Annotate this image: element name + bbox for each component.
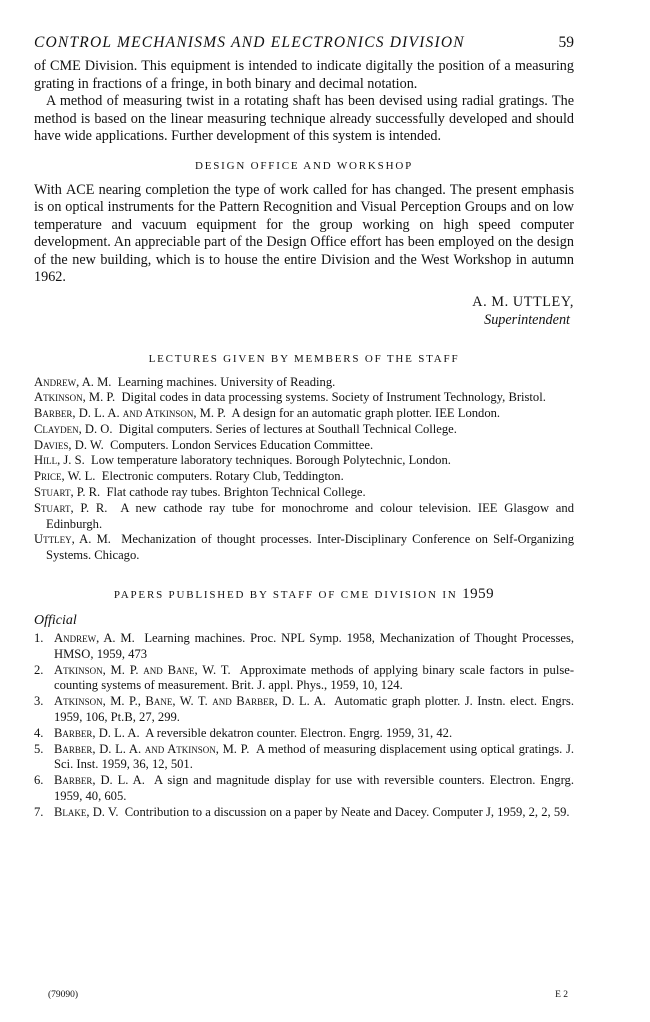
lecture-author: Atkinson, M. P. bbox=[34, 390, 116, 405]
paper-number: 4. bbox=[34, 725, 44, 740]
paper-text: A sign and magnitude display for use with reversible counters. Electron. Engrg. 1959, 40, 605. bbox=[54, 773, 574, 804]
signature-role: Superintendent bbox=[484, 311, 570, 328]
lecture-item bbox=[34, 501, 574, 533]
papers-subheading: Official bbox=[34, 613, 77, 629]
lecture-text: Electronic computers. Rotary Club, Teddington. bbox=[101, 469, 344, 484]
paper-item bbox=[34, 663, 574, 695]
lecture-text: Learning machines. University of Reading. bbox=[117, 374, 336, 389]
papers-heading-year: 1959 bbox=[462, 586, 495, 603]
intro-paragraph-2: A method of measuring twist in a rotating shaft has been devised using radial gratings. The method is based on the linear measuring technique already successfully developed and should have wide applications. Further development of this system is intended. bbox=[34, 93, 574, 144]
paper-text: Contribution to a discussion on a paper by Neate and Dacey. Computer J, 1959, 2, 2, 59. bbox=[124, 804, 570, 819]
design-office-text-rest: nearing completion the type of work called for has changed. The present emphasis is on optical instruments for the Pattern Recognition and Visual Perception Groups and on low temperature and vacuum equipment for the group working on high speed computer development. An appreciable part of the Design Office effort has been employed on the design of the new building, which is to house the entire Division and the West Workshop in autumn 1962. bbox=[34, 181, 574, 285]
paper-author: Andrew, A. M. bbox=[54, 631, 135, 646]
lecture-text: Digital codes in data processing systems. Society of Instrument Technology, Bristol. bbox=[121, 390, 546, 405]
paper-number: 2. bbox=[34, 662, 44, 677]
lecture-text: Low temperature laboratory techniques. Borough Polytechnic, London. bbox=[91, 453, 451, 468]
design-office-paragraph bbox=[34, 182, 574, 287]
paper-text: Automatic graph plotter. J. Instn. elect. Engrs. 1959, 106, Pt.B, 27, 299. bbox=[54, 694, 574, 725]
paper-author: Barber, D. L. A. bbox=[54, 773, 145, 788]
paper-item bbox=[34, 694, 574, 726]
lecture-author: Barber, D. L. A. and Atkinson, M. P. bbox=[34, 406, 226, 421]
page-footer bbox=[48, 990, 568, 1000]
lecture-text: A new cathode ray tube for monochrome and colour television. IEE Glasgow and Edinburgh. bbox=[46, 500, 574, 531]
paper-number: 1. bbox=[34, 631, 44, 646]
paper-number: 3. bbox=[34, 694, 44, 709]
paper-author: Barber, D. L. A. and Atkinson, M. P. bbox=[54, 741, 250, 756]
lecture-item bbox=[34, 406, 574, 422]
paper-number: 7. bbox=[34, 804, 44, 819]
page-number: 59 bbox=[558, 34, 574, 51]
lecture-item bbox=[34, 375, 574, 391]
lecture-author: Hill, J. S. bbox=[34, 453, 85, 468]
lecture-text: Digital computers. Series of lectures at Southall Technical College. bbox=[118, 421, 457, 436]
lectures-heading: LECTURES GIVEN BY MEMBERS OF THE STAFF bbox=[148, 352, 460, 365]
lecture-item bbox=[34, 453, 574, 469]
lectures-list bbox=[34, 375, 574, 565]
papers-heading-text: PAPERS PUBLISHED BY STAFF OF CME DIVISION IN bbox=[113, 589, 458, 602]
design-office-heading: DESIGN OFFICE AND WORKSHOP bbox=[194, 159, 414, 172]
lecture-author: Andrew, A. M. bbox=[34, 374, 112, 389]
paper-item bbox=[34, 805, 574, 821]
lecture-author: Stuart, P. R. bbox=[34, 485, 101, 500]
lecture-text: Flat cathode ray tubes. Brighton Technical College. bbox=[106, 485, 366, 500]
lecture-text: Mechanization of thought processes. Inter-Disciplinary Conference on Self-Organizing Systems. Chicago. bbox=[46, 532, 574, 563]
paper-text: Learning machines. Proc. NPL Symp. 1958, Mechanization of Thought Processes, HMSO, 1959, 473 bbox=[54, 631, 575, 661]
intro-paragraph-1: of CME Division. This equipment is intended to indicate digitally the position of a measuring grating in fractions of a fringe, in both binary and decimal notation. bbox=[34, 58, 574, 92]
paper-text: A reversible dekatron counter. Electron. Engrg. 1959, 31, 42. bbox=[145, 725, 453, 740]
signature-block bbox=[34, 293, 574, 329]
lecture-text: Computers. London Services Education Committee. bbox=[110, 437, 374, 452]
paper-author: Atkinson, M. P., Bane, W. T. and Barber, D. L. A. bbox=[54, 694, 326, 709]
lecture-author: Clayden, D. O. bbox=[34, 421, 113, 436]
paper-text: Approximate methods of applying binary scale factors in pulse-counting systems of measurement. Brit. J. appl. Phys., 1959, 10, 124. bbox=[54, 662, 575, 693]
design-office-text-start: With bbox=[34, 181, 67, 198]
paper-number: 6. bbox=[34, 773, 44, 788]
document-page bbox=[34, 34, 574, 821]
lecture-author: Uttley, A. M. bbox=[34, 532, 111, 547]
papers-list bbox=[34, 631, 574, 821]
paper-item bbox=[34, 631, 574, 663]
lecture-item bbox=[34, 469, 574, 485]
running-header bbox=[34, 34, 574, 52]
paper-item bbox=[34, 742, 574, 774]
paper-author: Blake, D. V. bbox=[54, 804, 119, 819]
paper-author: Atkinson, M. P. and Bane, W. T. bbox=[54, 662, 231, 677]
lecture-author: Stuart, P. R. bbox=[34, 500, 108, 515]
lecture-item bbox=[34, 485, 574, 501]
papers-heading bbox=[34, 586, 574, 603]
paper-number: 5. bbox=[34, 741, 44, 756]
paper-item bbox=[34, 726, 574, 742]
footer-print-code: (79090) bbox=[48, 990, 79, 1000]
lecture-author: Price, W. L. bbox=[34, 469, 96, 484]
running-title: CONTROL MECHANISMS AND ELECTRONICS DIVISION bbox=[34, 34, 465, 51]
lecture-author: Davies, D. W. bbox=[34, 437, 104, 452]
lecture-item bbox=[34, 438, 574, 454]
footer-signature-mark: E 2 bbox=[555, 990, 568, 1000]
lecture-item bbox=[34, 532, 574, 564]
lecture-item bbox=[34, 390, 574, 406]
paper-item bbox=[34, 773, 574, 805]
lecture-item bbox=[34, 422, 574, 438]
signature-name: A. M. UTTLEY, bbox=[472, 293, 574, 310]
ace-acronym: ACE bbox=[66, 181, 95, 198]
lecture-text: A design for an automatic graph plotter. IEE London. bbox=[231, 406, 501, 421]
paper-author: Barber, D. L. A. bbox=[54, 725, 140, 740]
paper-text: A method of measuring displacement using optical gratings. J. Sci. Inst. 1959, 36, 12, 501. bbox=[54, 741, 574, 772]
